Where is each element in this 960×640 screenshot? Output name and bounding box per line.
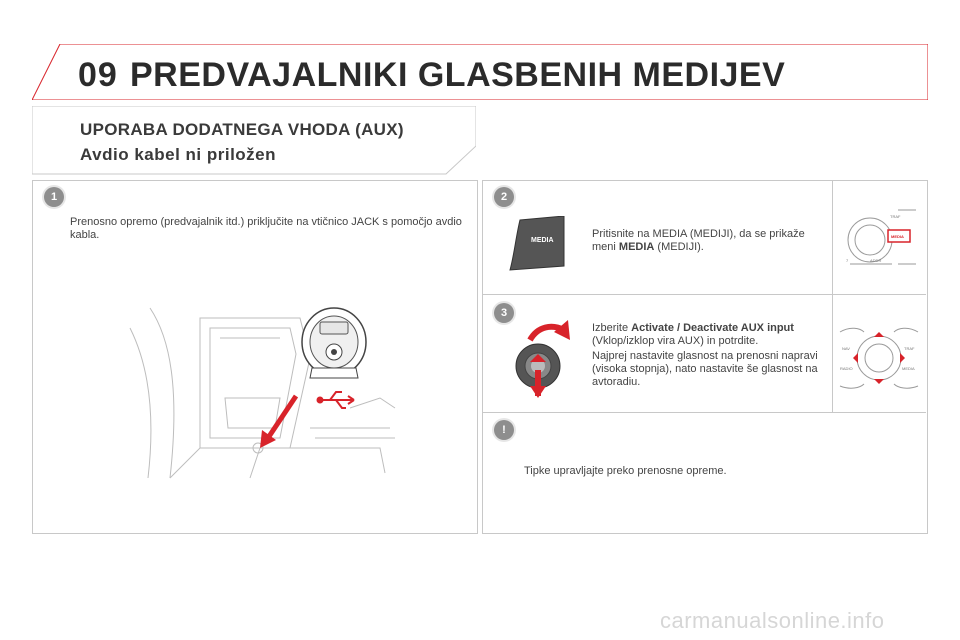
watermark: carmanualsonline.info [660, 608, 885, 633]
panel3-traf-label: TRAF [904, 346, 915, 351]
section-title: UPORABA DODATNEGA VHODA (AUX) [80, 120, 404, 139]
divider-step2-step3 [482, 294, 926, 295]
console-jack-illustration [110, 298, 400, 484]
step1-text: Prenosno opremo (predvajalnik itd.) priključite na vtičnico JACK s pomočjo avdio kabla. [70, 216, 462, 241]
vdivider-step2 [832, 180, 833, 294]
radio-panel-media-illustration [840, 204, 920, 274]
step1-badge: 1 [44, 187, 64, 207]
section-header-frame [32, 106, 476, 176]
panel3-media-label: MEDIA [902, 366, 915, 371]
chapter-number: 09 [78, 56, 118, 94]
panel2-addr-label: ADDR [870, 258, 882, 263]
panel2-media-label: MEDIA [891, 234, 904, 239]
radio-panel-nav-illustration [836, 320, 922, 396]
media-button-label: MEDIA [531, 237, 554, 244]
divider-step3-note [482, 412, 926, 413]
step2-text: Pritisnite na MEDIA (MEDIJI), da se prikaže meni MEDIA (MEDIJI). [592, 228, 805, 253]
panel2-seven-label: 7 [846, 258, 849, 263]
step3-badge: 3 [494, 303, 514, 323]
warning-badge: ! [494, 420, 514, 440]
chapter-title: PREDVAJALNIKI GLASBENIH MEDIJEV [130, 56, 786, 94]
step3-volume-text: Najprej nastavite glasnost na prenosni napravi (visoka stopnja), nato nastavite še glasnost na avtoradiu. [592, 350, 818, 388]
media-button-illustration [508, 216, 568, 272]
vdivider-step3 [832, 294, 833, 412]
panel3-nav-label: NAV [842, 346, 850, 351]
rotary-knob-illustration [508, 318, 578, 400]
section-subtitle: Avdio kabel ni priložen [80, 145, 277, 164]
step2-badge: 2 [494, 187, 514, 207]
step3-text: Izberite Activate / Deactivate AUX input (Vklop/izklop vira AUX) in potrdite. [592, 322, 794, 347]
panel3-radio-label: RADIO [840, 366, 853, 371]
panel2-traf-label: TRAF [890, 214, 901, 219]
note-text: Tipke upravljajte preko prenosne opreme. [524, 465, 727, 477]
